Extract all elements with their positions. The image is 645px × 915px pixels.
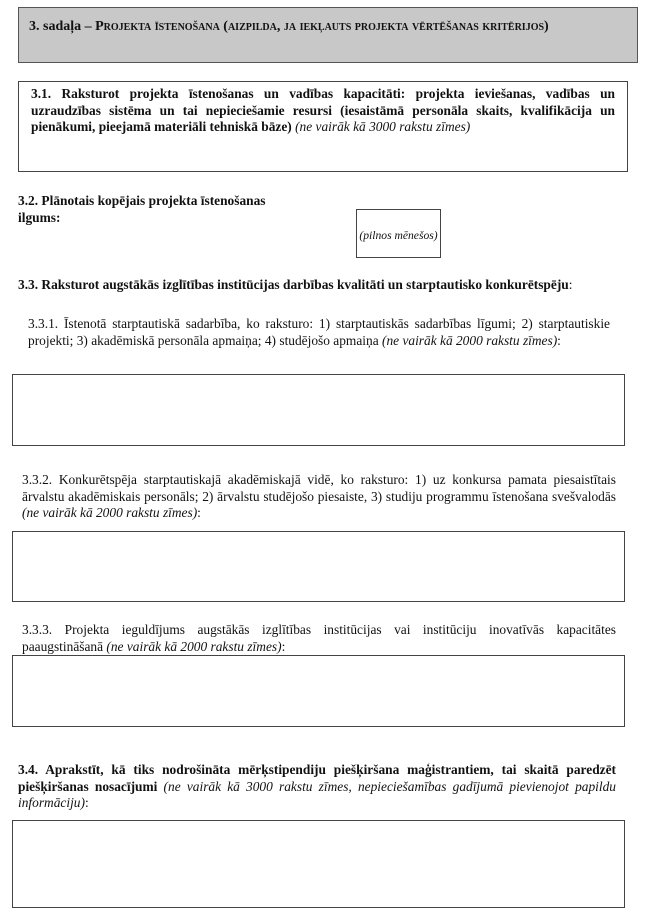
q3-3-3-colon: : bbox=[281, 638, 286, 654]
q3-3-1-answer-field[interactable] bbox=[12, 374, 625, 446]
q3-3-1-text: 3.3.1. Īstenotā starptautiskā sadarbība, ko raksturo: 1) starptautiskās sadarbības līgumi; 2) starptautiskie projekti; 3) akadēmiskā personāla apmaiņa; 4) studējošo apmaiņa bbox=[28, 316, 610, 348]
q3-4-answer-field[interactable] bbox=[12, 820, 625, 908]
q3-1-field[interactable] bbox=[18, 81, 628, 172]
section-title: Projekta īstenošana (aizpilda, ja iekļauts projekta vērtēšanas kritērijos) bbox=[95, 19, 549, 34]
q3-2-unit-cell bbox=[356, 227, 441, 258]
q3-3-1-colon: : bbox=[557, 332, 561, 348]
q3-1-prompt: 3.1. Raksturot projekta īstenošanas un vadības kapacitāti: projekta ieviešanas, vadības un uzraudzības sistēma un tai nepieciešamie resursi (iesaistāmā personāla skaits, kvalifikācija un pienākumi, pieejamā materiāli tehniskā bāze) bbox=[31, 86, 615, 135]
q3-3-2-text: 3.3.2. Konkurētspēja starptautiskajā akadēmiskajā vidē, ko raksturo: 1) uz konkursa pamata piesaistītais ārvalstu akadēmiskais personāls; 2) ārvalstu studējošo piesaiste, 3) studiju programmu īstenošana svešvalodās bbox=[22, 472, 616, 504]
q3-3-2-note: (ne vairāk kā 2000 rakstu zīmes) bbox=[22, 505, 198, 521]
q3-3-3-prompt bbox=[22, 622, 616, 655]
q3-2-unit: (pilnos mēnešos) bbox=[359, 229, 438, 242]
section-prefix: 3. sadaļa – bbox=[29, 19, 96, 34]
q3-3-2-prompt bbox=[22, 472, 616, 522]
q3-3-heading bbox=[18, 277, 622, 294]
q3-3-3-answer-field[interactable] bbox=[12, 655, 625, 727]
q3-4-prompt bbox=[18, 762, 616, 812]
q3-3-3-note: (ne vairāk kā 2000 rakstu zīmes) bbox=[106, 638, 282, 654]
section-header bbox=[18, 7, 638, 63]
q3-4-colon: : bbox=[84, 795, 89, 811]
q3-3-1-prompt bbox=[28, 316, 610, 349]
q3-2-label: 3.2. Plānotais kopējais projekta īstenošanas ilgums: bbox=[18, 193, 266, 225]
q3-4-label: 3.4. Aprakstīt, kā tiks nodrošināta mērķstipendiju piešķiršana maģistrantiem, tai skaitā paredzēt piešķiršanas nosacījumi bbox=[18, 762, 616, 794]
q3-3-label: 3.3. Raksturot augstākās izglītības institūcijas darbības kvalitāti un starptautisko konkurētspēju bbox=[18, 277, 569, 292]
q3-1-note: (ne vairāk kā 3000 rakstu zīmes) bbox=[295, 119, 471, 135]
q3-4-note: (ne vairāk kā 3000 rakstu zīmes, nepieciešamības gadījumā pievienojot papildu informāciju) bbox=[18, 778, 616, 811]
q3-3-3-text: 3.3.3. Projekta ieguldījums augstākās izglītības institūcijas vai institūciju inovatīvās kapacitātes paaugstināšanā bbox=[22, 622, 616, 654]
q3-3-1-note: (ne vairāk kā 2000 rakstu zīmes) bbox=[382, 332, 558, 348]
q3-3-2-answer-field[interactable] bbox=[12, 531, 625, 602]
q3-3-2-colon: : bbox=[197, 505, 201, 521]
q3-3-colon: : bbox=[568, 277, 573, 292]
q3-2-duration-input[interactable] bbox=[356, 209, 441, 228]
